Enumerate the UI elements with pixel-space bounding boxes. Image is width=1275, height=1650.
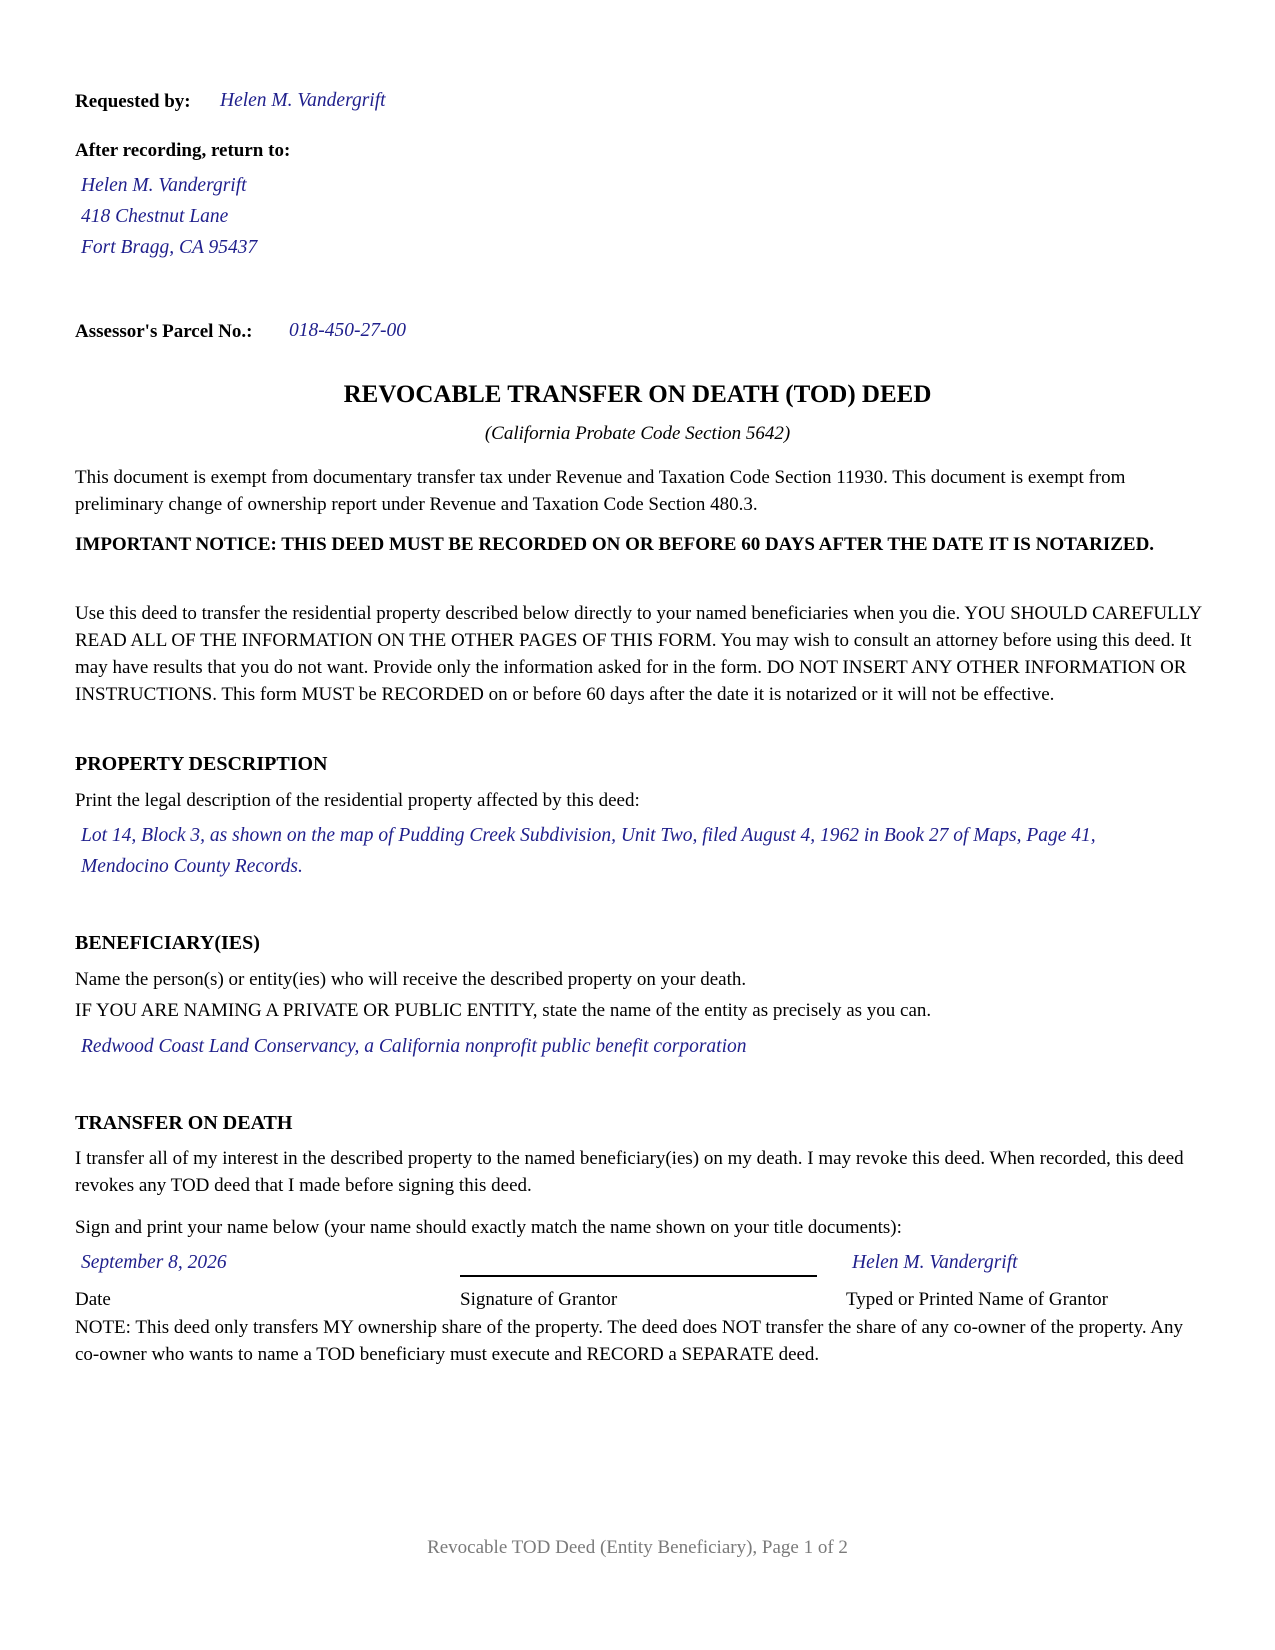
instructions-text: Use this deed to transfer the residential property described below directly to your named beneficiaries when you die. YOU SHOULD CAREFULLY READ ALL OF THE INFORMATION ON THE OTHER PAGES OF THIS FORM. You may wish to consult an attorney before using this deed. It may have results that you do not want. Provide only the information asked for in the form. DO NOT INSERT ANY OTHER INFORMATION OR INSTRUCTIONS. This form MUST be RECORDED on or before 60 days after the date it is notarized or it will not be effective. <box>75 603 1202 705</box>
apn-label: Assessor's Parcel No.: <box>75 321 253 342</box>
printed-name-value: Helen M. Vandergrift <box>852 1252 1018 1273</box>
return-to-name: Helen M. Vandergrift <box>81 175 247 196</box>
date-label: Date <box>75 1289 111 1310</box>
signature-line <box>460 1275 817 1277</box>
requested-by-label: Requested by: <box>75 91 191 112</box>
requested-by-value: Helen M. Vandergrift <box>220 90 386 111</box>
note-text: NOTE: This deed only transfers MY ownership share of the property. The deed does NOT transfer the share of any co-owner of the property. Any co-owner who wants to name a TOD beneficiary must execute and RECORD a SEPARATE deed. <box>75 1317 1184 1365</box>
return-to-address <box>81 175 257 268</box>
deed-title: REVOCABLE TRANSFER ON DEATH (TOD) DEED <box>343 381 932 408</box>
date-value: September 8, 2026 <box>81 1252 227 1273</box>
sign-prompt: Sign and print your name below (your name should exactly match the name shown on your title documents): <box>75 1217 902 1238</box>
deed-subtitle: (California Probate Code Section 5642) <box>484 423 791 444</box>
return-to-street: 418 Chestnut Lane <box>81 206 229 227</box>
property-description-line-2: Mendocino County Records. <box>81 856 303 877</box>
apn-value: 018-450-27-00 <box>289 320 406 341</box>
beneficiary-heading: BENEFICIARY(IES) <box>75 932 260 954</box>
transfer-text: I transfer all of my interest in the described property to the named beneficiary(ies) on my death. I may revoke this deed. When recorded, this deed revokes any TOD deed that I made before signing this deed. <box>75 1148 1184 1196</box>
page-footer: Revocable TOD Deed (Entity Beneficiary), Page 1 of 2 <box>427 1537 848 1558</box>
transfer-heading: TRANSFER ON DEATH <box>75 1112 293 1134</box>
beneficiary-value: Redwood Coast Land Conservancy, a California nonprofit public benefit corporation <box>81 1036 747 1057</box>
important-notice: IMPORTANT NOTICE: THIS DEED MUST BE RECORDED ON OR BEFORE 60 DAYS AFTER THE DATE IT IS NOTARIZED. <box>75 534 1155 555</box>
return-to-label: After recording, return to: <box>75 140 291 161</box>
property-heading: PROPERTY DESCRIPTION <box>75 753 328 775</box>
return-to-city: Fort Bragg, CA 95437 <box>81 237 258 258</box>
property-description-line-1: Lot 14, Block 3, as shown on the map of Pudding Creek Subdivision, Unit Two, filed August 4, 1962 in Book 27 of Maps, Page 41, <box>81 825 1096 846</box>
beneficiary-prompt-2: IF YOU ARE NAMING A PRIVATE OR PUBLIC ENTITY, state the name of the entity as precisely as you can. <box>75 1000 932 1021</box>
signature-label: Signature of Grantor <box>460 1289 618 1310</box>
printed-name-label: Typed or Printed Name of Grantor <box>846 1289 1108 1310</box>
exemption-text: This document is exempt from documentary transfer tax under Revenue and Taxation Code Section 11930. This document is exempt from preliminary change of ownership report under Revenue and Taxation Code Section 480.3. <box>75 467 1126 515</box>
property-prompt: Print the legal description of the residential property affected by this deed: <box>75 790 640 811</box>
beneficiary-prompt-1: Name the person(s) or entity(ies) who will receive the described property on your death. <box>75 969 747 990</box>
